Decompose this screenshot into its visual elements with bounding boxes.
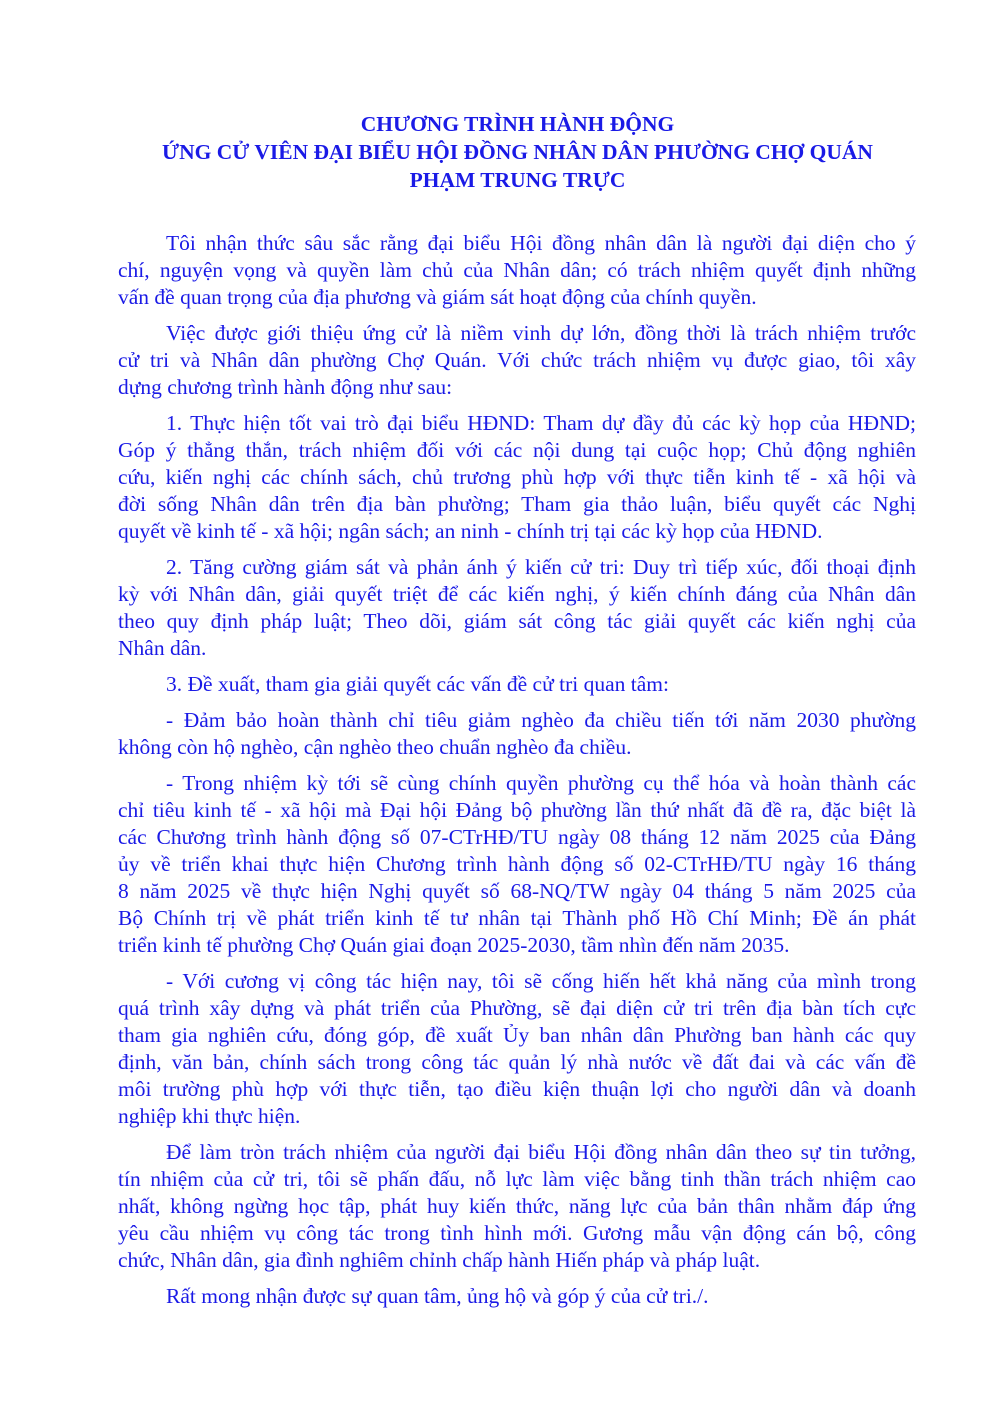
paragraph-line: các Chương trình hành động số 07-CTrHĐ/TU ngày 08 tháng 12 năm 2025 của Đảng: [118, 825, 916, 849]
paragraph-line: Bộ Chính trị về phát triển kinh tế tư nhân tại Thành phố Hồ Chí Minh; Đề án phát: [118, 906, 916, 930]
body-paragraph: [118, 1139, 916, 1274]
body-paragraph: [118, 1283, 916, 1310]
body-paragraph: [118, 707, 916, 761]
header-title-line-3: PHẠM TRUNG TRỰC: [409, 168, 626, 192]
paragraph-line: Góp ý thẳng thắn, trách nhiệm đối với các nội dung tại cuộc họp; Chủ động nghiên: [118, 438, 916, 462]
paragraph-line: Rất mong nhận được sự quan tâm, ủng hộ và góp ý của cử tri./.: [166, 1284, 709, 1308]
paragraph-line: vấn đề quan trọng của địa phương và giám sát hoạt động của chính quyền.: [118, 285, 757, 309]
paragraph-line: yêu cầu nhiệm vụ công tác trong tình hình mới. Gương mẫu vận động cán bộ, công: [118, 1221, 916, 1245]
paragraph-line: - Đảm bảo hoàn thành chỉ tiêu giảm nghèo đa chiều tiến tới năm 2030 phường: [166, 708, 916, 732]
paragraph-line: chí, nguyện vọng và quyền làm chủ của Nhân dân; có trách nhiệm quyết định những: [118, 258, 916, 282]
paragraph-line: môi trường phù hợp với thực tiễn, tạo điều kiện thuận lợi cho người dân và doanh: [118, 1077, 916, 1101]
paragraph-line: Tôi nhận thức sâu sắc rằng đại biểu Hội đồng nhân dân là người đại diện cho ý: [166, 231, 916, 255]
paragraph-line: nhất, không ngừng học tập, phát huy kiến thức, năng lực của bản thân nhằm đáp ứng: [118, 1194, 916, 1218]
paragraph-line: nghiệp khi thực hiện.: [118, 1104, 301, 1128]
paragraph-line: đời sống Nhân dân trên địa bàn phường; Tham gia thảo luận, biểu quyết các Nghị: [118, 492, 916, 516]
paragraph-line: dựng chương trình hành động như sau:: [118, 375, 453, 399]
paragraph-line: triển kinh tế phường Chợ Quán giai đoạn 2025-2030, tầm nhìn đến năm 2035.: [118, 933, 790, 957]
paragraph-line: cứu, kiến nghị các chính sách, chủ trương phù hợp với thực tiễn kinh tế - xã hội và: [118, 465, 916, 489]
paragraph-line: - Với cương vị công tác hiện nay, tôi sẽ cống hiến hết khả năng của mình trong: [166, 969, 916, 993]
body-paragraph: [118, 554, 916, 662]
paragraph-line: Việc được giới thiệu ứng cử là niềm vinh dự lớn, đồng thời là trách nhiệm trước: [166, 321, 916, 345]
header-title-line-1: CHƯƠNG TRÌNH HÀNH ĐỘNG: [360, 112, 675, 136]
body-paragraph: [118, 410, 916, 545]
paragraph-line: 3. Đề xuất, tham gia giải quyết các vấn đề cử tri quan tâm:: [166, 672, 669, 696]
paragraph-line: 8 năm 2025 về thực hiện Nghị quyết số 68-NQ/TW ngày 04 tháng 5 năm 2025 của: [118, 879, 916, 903]
paragraph-line: tham gia nghiên cứu, đóng góp, đề xuất Ủy ban nhân dân Phường ban hành các quy: [118, 1023, 916, 1047]
paragraph-line: quá trình xây dựng và phát triển của Phường, sẽ đại diện cử tri trên địa bàn tích cực: [118, 996, 916, 1020]
paragraph-line: - Trong nhiệm kỳ tới sẽ cùng chính quyền phường cụ thể hóa và hoàn thành các: [166, 771, 916, 795]
paragraph-line: Nhân dân.: [118, 636, 207, 660]
paragraph-line: chỉ tiêu kinh tế - xã hội mà Đại hội Đảng bộ phường lần thứ nhất đã đề ra, đặc biệt là: [118, 798, 916, 822]
header-title-line-2: ỨNG CỬ VIÊN ĐẠI BIỂU HỘI ĐỒNG NHÂN DÂN PHƯỜNG CHỢ QUÁN: [162, 140, 873, 164]
body-paragraph: [118, 671, 916, 698]
paragraph-line: không còn hộ nghèo, cận nghèo theo chuẩn nghèo đa chiều.: [118, 735, 632, 759]
paragraph-line: tín nhiệm của cử tri, tôi sẽ phấn đấu, nỗ lực làm việc bằng tinh thần trách nhiệm cao: [118, 1167, 916, 1191]
paragraph-line: ủy về triển khai thực hiện Chương trình hành động số 02-CTrHĐ/TU ngày 16 tháng: [118, 852, 916, 876]
body-paragraph: [118, 230, 916, 311]
paragraph-line: theo quy định pháp luật; Theo dõi, giám sát công tác giải quyết các kiến nghị của: [118, 609, 916, 633]
paragraph-line: chức, Nhân dân, gia đình nghiêm chỉnh chấp hành Hiến pháp và pháp luật.: [118, 1248, 761, 1272]
paragraph-line: 2. Tăng cường giám sát và phản ánh ý kiến cử tri: Duy trì tiếp xúc, đối thoại định: [166, 555, 916, 579]
body-paragraph: [118, 770, 916, 959]
document-header: [90, 110, 945, 194]
paragraph-line: định, văn bản, chính sách trong công tác quản lý nhà nước về đất đai và các vấn đề: [118, 1050, 916, 1074]
paragraph-line: kỳ với Nhân dân, giải quyết triệt để các kiến nghị, ý kiến chính đáng của Nhân dân: [118, 582, 916, 606]
body-paragraph: [118, 320, 916, 401]
paragraph-line: Để làm tròn trách nhiệm của người đại biểu Hội đồng nhân dân theo sự tin tưởng,: [166, 1140, 916, 1164]
document-body: [118, 230, 916, 1319]
paragraph-line: 1. Thực hiện tốt vai trò đại biểu HĐND: Tham dự đầy đủ các kỳ họp của HĐND;: [166, 411, 916, 435]
paragraph-line: quyết về kinh tế - xã hội; ngân sách; an ninh - chính trị tại các kỳ họp của HĐND.: [118, 519, 823, 543]
paragraph-line: cử tri và Nhân dân phường Chợ Quán. Với chức trách nhiệm vụ được giao, tôi xây: [118, 348, 916, 372]
body-paragraph: [118, 968, 916, 1130]
